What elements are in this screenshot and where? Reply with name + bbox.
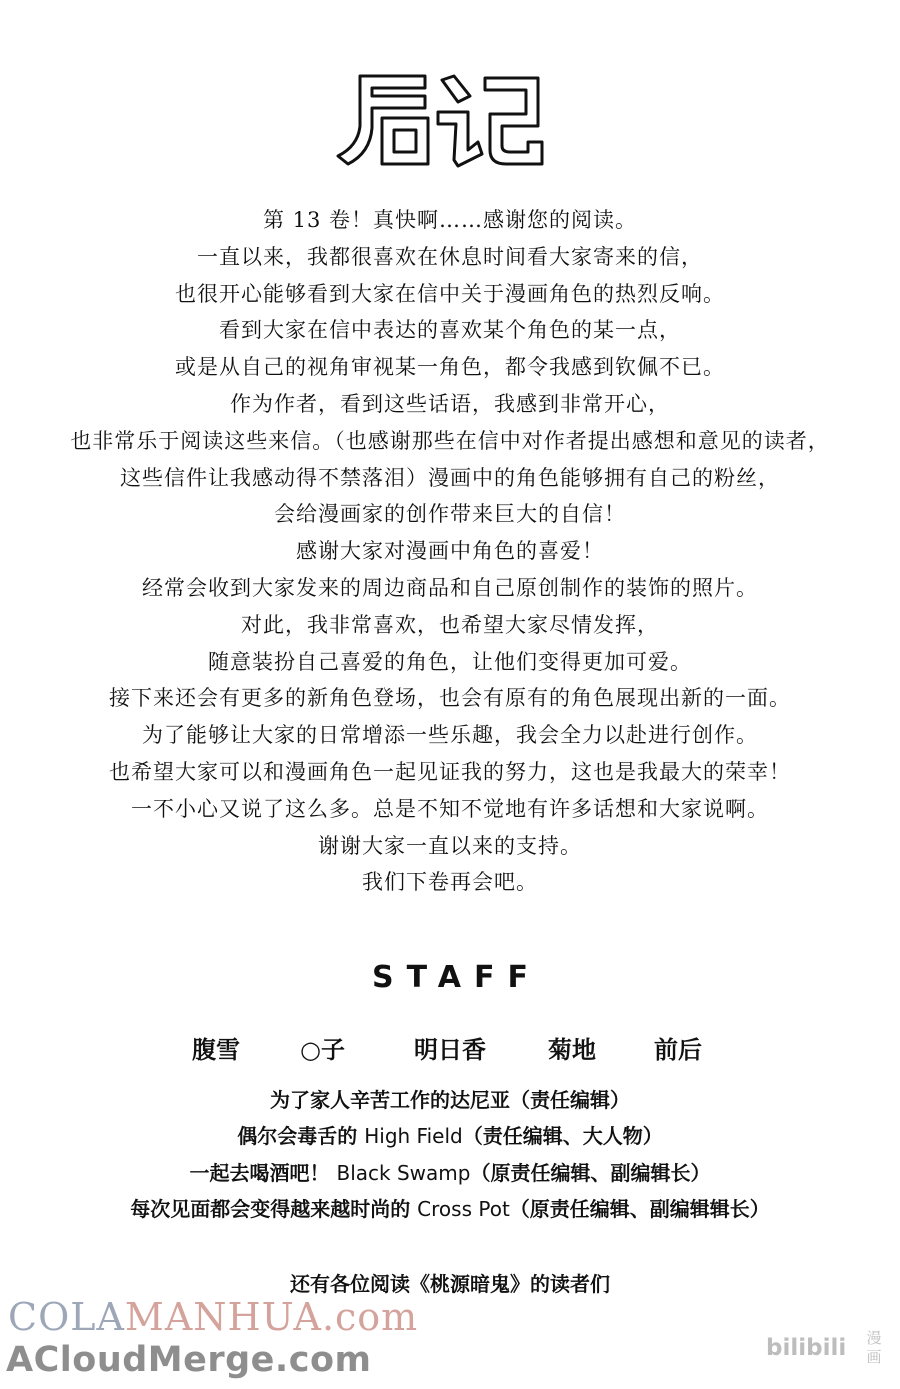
credit-role: （责任编辑、大人物） [462,1124,663,1149]
afterword-line: 也希望大家可以和漫画角色一起见证我的努力，这也是我最大的荣幸！ [109,759,791,784]
colamanhua-watermark [8,1295,418,1339]
afterword-line: 会给漫画家的创作带来巨大的自信！ [274,502,626,527]
staff-name: ○子 [300,1036,345,1064]
afterword-line: 也很开心能够看到大家在信中关于漫画角色的热烈反响。 [175,281,725,306]
staff-name: 明日香 [414,1036,486,1064]
afterword-line: 感谢大家对漫画中角色的喜爱！ [296,539,604,564]
staff-name: 腹雪 [192,1036,240,1064]
afterword-line: 第 13 卷！真快啊……感谢您的阅读。 [262,208,638,232]
credit-desc: 为了家人辛苦工作的达尼亚 [270,1088,510,1112]
bilibili-manhua-label: 漫画 [866,1329,882,1366]
afterword-line: 一直以来，我都很喜欢在休息时间看大家寄来的信， [197,244,703,269]
staff-name: 菊地 [548,1036,596,1064]
afterword-line: 作为作者，看到这些话语，我感到非常开心， [230,391,670,416]
afterword-line: 接下来还会有更多的新角色登场，也会有原有的角色展现出新的一面。 [109,686,791,711]
afterword-line: 一不小心又说了这么多。总是不知不觉地有许多话想和大家说啊。 [131,796,769,821]
staff-name: 前后 [654,1036,702,1064]
title-outline-lettering [330,68,550,168]
afterword-line: 看到大家在信中表达的喜欢某个角色的某一点， [219,318,681,343]
afterword-line: 谢谢大家一直以来的支持。 [318,833,582,858]
staff-heading: STAFF [372,960,541,995]
afterword-body [40,202,860,901]
credit-desc: 偶尔会毒舌的 [237,1124,365,1149]
afterword-line: 对此，我非常喜欢，也希望大家尽情发挥， [241,612,659,637]
acloudmerge-watermark: ACloudMerge.com [6,1340,372,1380]
credit-desc: 一起去喝酒吧！ [189,1160,337,1185]
credit-role: （原责任编辑、副编辑辑长） [509,1197,770,1222]
afterword-line: 我们下卷再会吧。 [362,870,538,895]
credit-line [0,1191,900,1227]
credit-desc: 每次见面都会变得越来越时尚的 [130,1197,418,1222]
watermark-cola: COLA [8,1295,125,1339]
credit-role: （原责任编辑、副编辑长） [470,1160,711,1185]
bilibili-logo: bilibili [766,1335,847,1361]
page-title [330,68,550,168]
afterword-line: 也非常乐于阅读这些来信。（也感谢那些在信中对作者提出感想和意见的读者， [70,428,830,453]
credit-name: Cross Pot [417,1197,510,1222]
credit-role: （责任编辑） [510,1088,630,1112]
credit-line [0,1082,900,1118]
afterword-line: 为了能够让大家的日常增添一些乐趣，我会全力以赴进行创作。 [142,723,758,748]
afterword-line: 这些信件让我感动得不禁落泪）漫画中的角色能够拥有自己的粉丝， [120,465,780,490]
afterword-line: 经常会收到大家发来的周边商品和自己原创制作的装饰的照片。 [142,575,758,600]
editor-credits [0,1082,900,1228]
credit-name: High Field [364,1124,463,1149]
afterword-line: 或是从自己的视角审视某一角色，都令我感到钦佩不已。 [175,355,725,380]
credit-line [0,1118,900,1154]
afterword-line: 随意装扮自己喜爱的角色，让他们变得更加可爱。 [208,649,692,674]
staff-names [0,1030,900,1066]
watermark-manhua: MANHUA.com [124,1295,419,1339]
credit-line [0,1155,900,1191]
readers-thanks: 还有各位阅读《桃源暗鬼》的读者们 [290,1272,610,1296]
credit-name: Black Swamp [336,1160,471,1185]
